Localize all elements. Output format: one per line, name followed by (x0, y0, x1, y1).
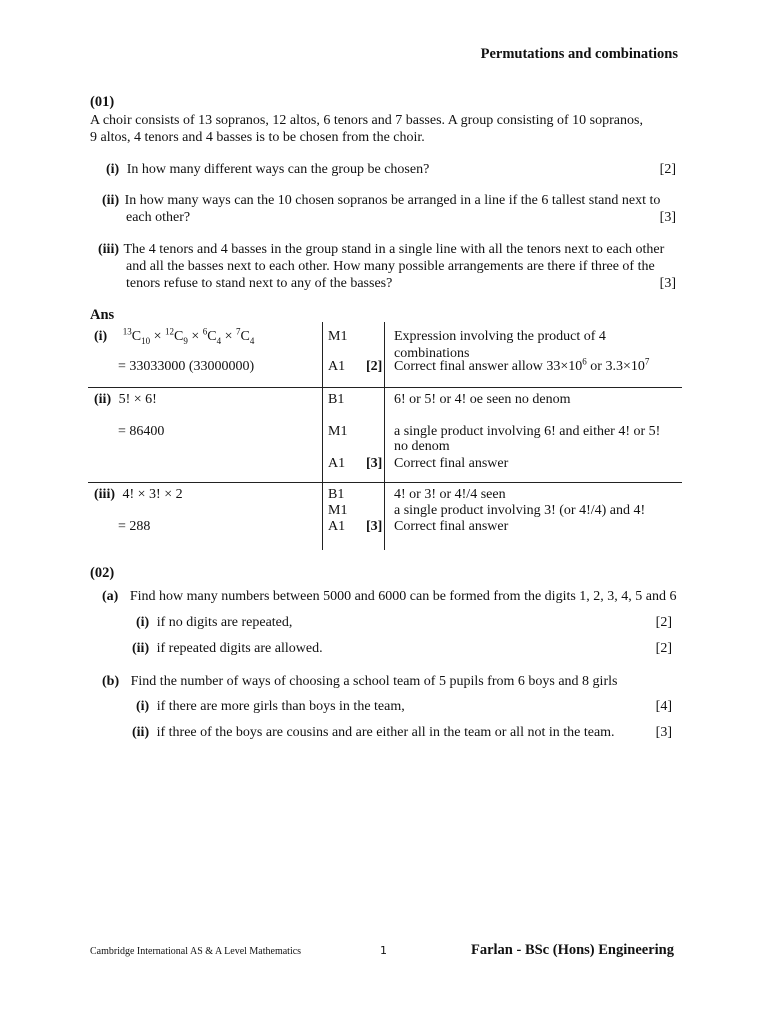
math-times: × (191, 329, 200, 344)
part-mark: [2] (655, 641, 672, 656)
question-1-part-iii (98, 241, 676, 293)
answer-iii-expression (94, 486, 183, 503)
mark-code: A1 (328, 456, 346, 471)
math-c: C (173, 329, 184, 344)
part-text: if three of the boys are cousins and are either all in the team or all not in the team. (156, 725, 615, 740)
math-sup: 13 (122, 326, 132, 337)
part-text-cont: and all the basses next to each other. How many possible arrangements are there if three of the (126, 259, 655, 274)
guidance-text: a single product involving 3! (or 4!/4) and 4! (394, 503, 646, 518)
answer-i-expression (94, 328, 254, 345)
math-times: × (153, 329, 162, 344)
answer-label: (i) (94, 329, 108, 344)
table-divider (88, 387, 682, 388)
guidance-text: Expression involving the product of 4 combinations (394, 329, 606, 361)
question-1-number: (01) (90, 94, 115, 110)
mark-code: A1 (328, 359, 346, 374)
footer-right-text: Farlan - BSc (Hons) Engineering (470, 942, 674, 958)
question-2-a-part-ii (132, 640, 672, 657)
part-label: (iii) (98, 242, 119, 257)
question-1-stem (90, 112, 690, 146)
table-divider (384, 322, 385, 550)
math-c: C (131, 329, 142, 344)
math-sub: 4 (216, 335, 222, 346)
part-mark: [3] (659, 276, 676, 291)
part-label: (ii) (102, 193, 120, 208)
part-text: if repeated digits are allowed. (156, 641, 323, 656)
part-label: (b) (102, 674, 120, 689)
part-text-cont: each other? (126, 210, 191, 225)
part-text: Find the number of ways of choosing a school team of 5 pupils from 6 boys and 8 girls (130, 674, 618, 689)
question-2-b-part-ii (132, 724, 672, 741)
math-sub: 4 (249, 335, 255, 346)
math-sup: 7 (644, 356, 650, 367)
answer-label: (iii) (94, 487, 115, 502)
part-label: (ii) (132, 641, 150, 656)
math-c: C (240, 329, 250, 344)
question-1-part-i (106, 161, 676, 178)
math-sub: 10 (141, 335, 151, 346)
question-1-stem-line1: A choir consists of 13 sopranos, 12 altos, 6 tenors and 7 basses. A group consisting of 10 sopranos, (90, 113, 643, 128)
part-label: (ii) (132, 725, 150, 740)
part-text: In how many ways can the 10 chosen sopranos be arranged in a line if the 6 tallest stand next to (124, 193, 661, 208)
mark-total: [3] (366, 456, 383, 471)
mark-code: M1 (328, 503, 348, 518)
question-1-stem-line2: 9 altos, 4 tenors and 4 basses is to be chosen from the choir. (90, 130, 425, 145)
part-mark: [3] (659, 210, 676, 225)
math-c: C (207, 329, 217, 344)
part-text: if no digits are repeated, (156, 615, 293, 630)
part-mark: [2] (655, 615, 672, 630)
answer-ii-result: = 86400 (118, 424, 165, 439)
guidance-text (394, 358, 649, 375)
guidance-text: Correct final answer (394, 519, 509, 534)
page-title: Permutations and combinations (480, 46, 678, 62)
part-text: The 4 tenors and 4 basses in the group stand in a single line with all the tenors next to each other (123, 242, 665, 257)
math-expression: 4! × 3! × 2 (122, 487, 183, 502)
guidance-text: no denom (394, 439, 450, 454)
footer-left-text: Cambridge International AS & A Level Mathematics (90, 946, 302, 957)
question-2-a-part-i (136, 614, 672, 631)
answer-i-result: = 33033000 (33000000) (118, 359, 255, 374)
part-label: (i) (136, 699, 150, 714)
table-divider (88, 482, 682, 483)
question-1-part-ii (102, 192, 676, 228)
guidance-text: 4! or 3! or 4!/4 seen (394, 487, 506, 502)
math-expression: 5! × 6! (118, 392, 157, 407)
question-2-b-part-i (136, 698, 672, 715)
part-mark: [3] (655, 725, 672, 740)
part-mark: [4] (655, 699, 672, 714)
mark-code: M1 (328, 329, 348, 344)
guidance-part: or 3.3×10 (586, 359, 645, 374)
math-sup: 6 (582, 356, 587, 367)
page-number: 1 (380, 944, 387, 957)
guidance-text: 6! or 5! or 4! oe seen no denom (394, 392, 571, 407)
part-label: (i) (136, 615, 150, 630)
question-2-a-stem (102, 588, 682, 605)
part-label: (a) (102, 589, 119, 604)
mark-code: B1 (328, 487, 345, 502)
question-2-b-stem (102, 673, 682, 690)
math-sup: 12 (164, 326, 174, 337)
part-text: In how many different ways can the group be chosen? (126, 162, 430, 177)
part-text: if there are more girls than boys in the team, (156, 699, 405, 714)
part-mark: [2] (659, 162, 676, 177)
mark-code: B1 (328, 392, 345, 407)
math-sup: 7 (235, 326, 241, 337)
mark-scheme-table (88, 322, 682, 550)
math-sup: 6 (202, 326, 208, 337)
guidance-part: Correct final answer allow 33×10 (394, 359, 583, 374)
mark-total: [3] (366, 519, 383, 534)
math-sub: 9 (183, 335, 188, 346)
answers-label: Ans (90, 307, 115, 323)
mark-code: A1 (328, 519, 346, 534)
part-text-cont: tenors refuse to stand next to any of the basses? (126, 276, 393, 291)
guidance-text: a single product involving 6! and either 4! or 5! (394, 424, 661, 439)
part-label: (i) (106, 162, 120, 177)
table-divider (322, 322, 323, 550)
answer-label: (ii) (94, 392, 112, 407)
question-2-number: (02) (90, 565, 115, 581)
part-text: Find how many numbers between 5000 and 6000 can be formed from the digits 1, 2, 3, 4, 5 and 6 (129, 589, 677, 604)
mark-code: M1 (328, 424, 348, 439)
answer-ii-expression (94, 391, 157, 408)
guidance-text: Correct final answer (394, 456, 509, 471)
mark-total: [2] (366, 359, 383, 374)
answer-iii-result: = 288 (118, 519, 151, 534)
math-times: × (224, 329, 233, 344)
